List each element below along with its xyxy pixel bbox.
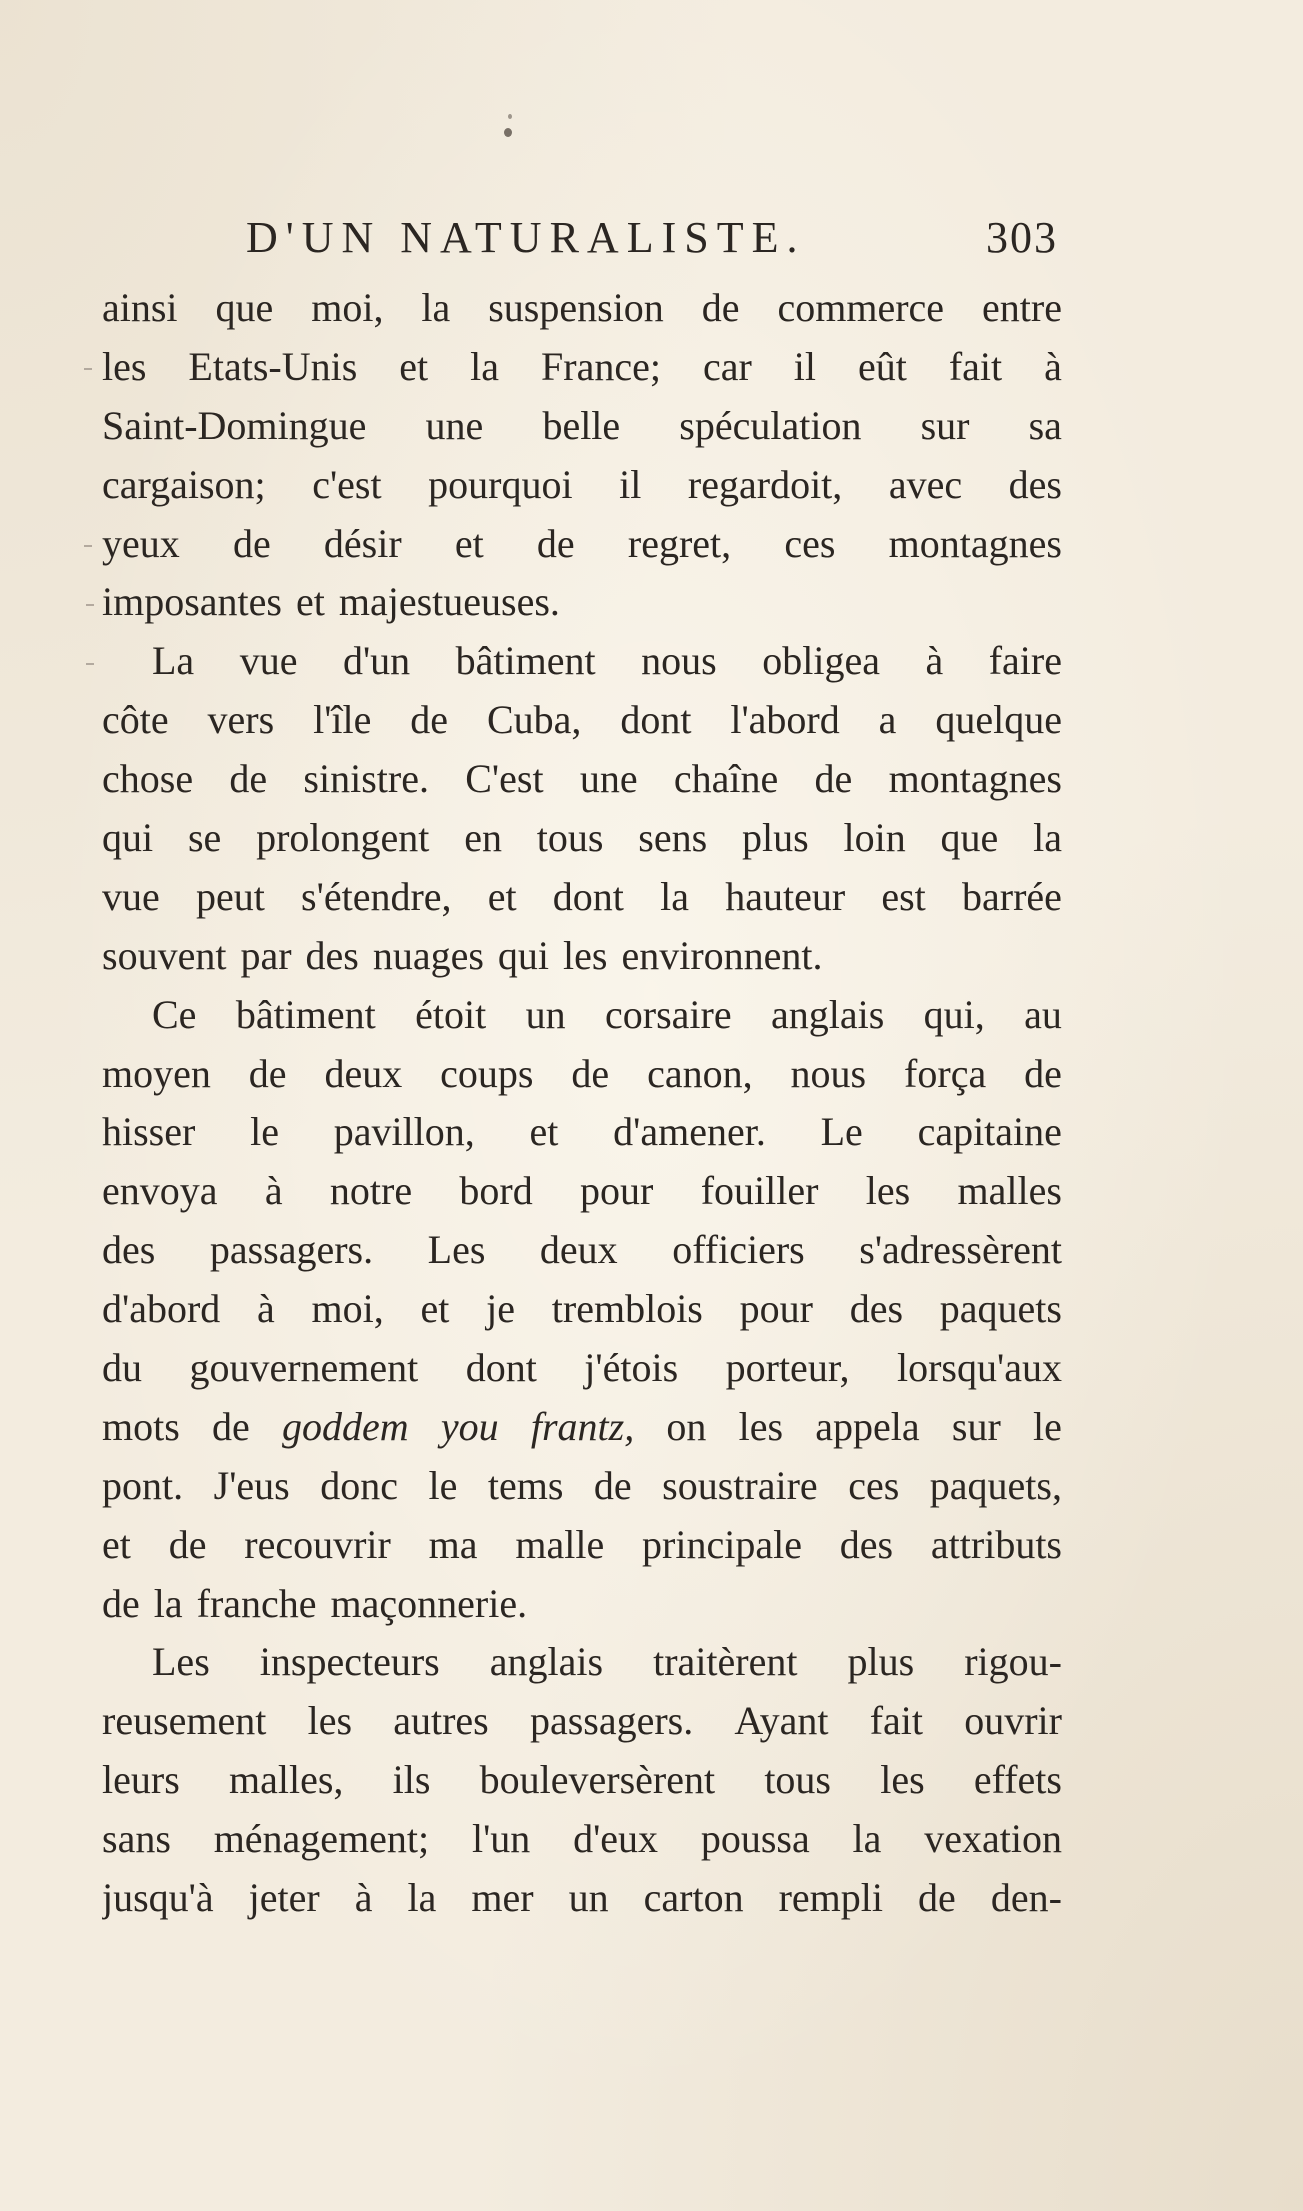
word: la <box>153 1580 183 1626</box>
word: sinistre. <box>303 756 429 802</box>
word: ils <box>392 1757 431 1803</box>
word: vue <box>102 873 160 919</box>
word: paquets <box>939 1286 1062 1332</box>
word: tems <box>487 1462 564 1508</box>
word: traitèrent <box>653 1639 798 1685</box>
word: qui <box>497 932 550 978</box>
word: recouvrir <box>244 1521 391 1567</box>
word: est <box>881 873 926 919</box>
word: je <box>486 1286 516 1332</box>
word: d'abord <box>102 1286 221 1332</box>
word: spéculation <box>679 402 862 448</box>
ink-speck <box>508 114 512 119</box>
word: chaîne <box>673 756 779 802</box>
word: reusement <box>102 1698 267 1744</box>
word: du <box>102 1345 142 1391</box>
word: porteur, <box>725 1345 850 1391</box>
word: peut <box>195 873 265 919</box>
text-line <box>102 691 1062 750</box>
text-line <box>102 1162 1062 1221</box>
word: la <box>1033 815 1062 861</box>
word: autres <box>393 1698 489 1744</box>
word: de <box>571 1050 610 1096</box>
text-line <box>102 1633 1062 1692</box>
word: lorsqu'aux <box>896 1345 1062 1391</box>
word: Le <box>820 1109 863 1155</box>
italic-word: frantz, <box>530 1403 635 1449</box>
word: environnent. <box>621 932 823 978</box>
word: il <box>793 343 816 389</box>
word: que <box>215 285 274 330</box>
word: un <box>525 991 566 1037</box>
word: Les <box>427 1227 486 1273</box>
word: l'île <box>313 697 372 743</box>
word: sens <box>638 815 708 861</box>
word: plus <box>741 815 809 861</box>
word: des <box>839 1521 894 1567</box>
word: d'amener. <box>613 1109 766 1155</box>
word: capitaine <box>917 1109 1062 1155</box>
word: fait <box>869 1698 924 1744</box>
word: anglais <box>770 991 885 1037</box>
word: passagers. <box>209 1227 374 1273</box>
word: France; <box>541 343 661 389</box>
word: vue <box>239 638 298 684</box>
word: à <box>1044 343 1062 389</box>
word: inspecteurs <box>259 1639 440 1685</box>
word: la <box>852 1816 882 1862</box>
word: étoit <box>415 991 487 1037</box>
word: sur <box>951 1403 1001 1449</box>
word: de <box>1024 1050 1062 1096</box>
italic-word: you <box>440 1403 499 1449</box>
word: car <box>702 343 752 389</box>
word: les <box>865 1168 911 1214</box>
text-line <box>102 1751 1062 1810</box>
word: et <box>454 520 484 566</box>
word: paquets, <box>929 1462 1062 1508</box>
word: ouvrir <box>964 1698 1062 1744</box>
word: d'un <box>342 638 411 684</box>
word: et <box>295 579 325 625</box>
word: fait <box>948 343 1003 389</box>
word: barrée <box>962 873 1062 919</box>
word: avec <box>888 461 963 507</box>
text-line <box>102 1221 1062 1280</box>
word: s'adressèrent <box>859 1227 1062 1273</box>
word: carton <box>643 1875 744 1921</box>
word: passagers. <box>529 1698 694 1744</box>
word: que <box>940 815 999 861</box>
word: à <box>925 638 944 684</box>
word: corsaire <box>605 991 732 1037</box>
text-line <box>102 927 1062 986</box>
word: de <box>232 520 271 566</box>
word: moi, <box>311 285 384 330</box>
word: pont. <box>102 1462 184 1508</box>
word: bouleversèrent <box>479 1757 716 1803</box>
word: le <box>1033 1403 1062 1449</box>
text-line <box>102 1457 1062 1516</box>
word: de <box>229 756 268 802</box>
text-line <box>102 1103 1062 1162</box>
margin-mark <box>84 368 92 370</box>
word: La <box>152 638 195 684</box>
word: à <box>264 1168 283 1214</box>
word: yeux <box>102 520 180 566</box>
word: c'est <box>312 461 382 507</box>
word: J'eus <box>213 1462 290 1508</box>
word: pour <box>739 1286 813 1332</box>
text-line <box>102 1810 1062 1869</box>
word: prolongent <box>256 815 430 861</box>
word: fouiller <box>700 1168 819 1214</box>
word: chose <box>102 756 194 802</box>
word: de <box>918 1875 956 1921</box>
word: d'eux <box>573 1816 659 1862</box>
margin-mark <box>86 604 94 606</box>
word: à <box>257 1286 275 1332</box>
word: anglais <box>489 1639 604 1685</box>
word: rempli <box>778 1875 884 1921</box>
word: on <box>666 1403 707 1449</box>
word: poussa <box>700 1816 810 1862</box>
word: officiers <box>672 1227 805 1273</box>
word: tous <box>764 1757 831 1803</box>
word: jeter <box>248 1875 320 1921</box>
word: au <box>1024 991 1062 1037</box>
text-line <box>102 515 1062 574</box>
word: força <box>904 1050 987 1096</box>
word: obligea <box>762 638 880 684</box>
word: de <box>701 285 740 330</box>
text-line <box>102 1339 1062 1398</box>
word: suspension <box>488 285 664 330</box>
word: donc <box>320 1462 398 1508</box>
ink-dot <box>504 128 512 137</box>
word: ainsi <box>102 285 178 330</box>
word: j'étois <box>584 1345 679 1391</box>
word: envoya <box>102 1168 218 1214</box>
word: tous <box>536 815 604 861</box>
word: des <box>102 1227 156 1273</box>
word: cargaison; <box>102 461 266 507</box>
word: tremblois <box>551 1286 703 1332</box>
word: nuages <box>372 932 484 978</box>
word: qui, <box>923 991 985 1037</box>
italic-word: goddem <box>282 1403 409 1449</box>
running-head <box>246 208 1058 268</box>
body-text <box>102 279 1062 1928</box>
text-line <box>102 1575 1062 1634</box>
word: a <box>878 697 897 743</box>
word: un <box>568 1875 609 1921</box>
text-line <box>102 397 1062 456</box>
word: mots <box>102 1403 180 1449</box>
word: sa <box>1028 402 1062 448</box>
word: ces <box>848 1462 900 1508</box>
text-line <box>102 868 1062 927</box>
word: montagnes <box>888 520 1062 566</box>
word: faire <box>988 638 1062 684</box>
word: Cuba, <box>486 697 582 743</box>
word: malles <box>957 1168 1062 1214</box>
word: ma <box>428 1521 478 1567</box>
text-line <box>102 1692 1062 1751</box>
word: dont <box>465 1345 537 1391</box>
word: le <box>428 1462 458 1508</box>
word: dont <box>620 697 692 743</box>
word: et <box>529 1109 559 1155</box>
word: nous <box>790 1050 867 1096</box>
word: côte <box>102 697 169 743</box>
word: de <box>410 697 449 743</box>
word: leurs <box>102 1757 180 1803</box>
word: regardoit, <box>687 461 843 507</box>
text-line <box>102 456 1062 515</box>
word: hisser <box>102 1109 196 1155</box>
word: les <box>880 1757 925 1803</box>
word: vexation <box>924 1816 1062 1862</box>
word: de <box>102 1580 140 1626</box>
word: qui <box>102 815 154 861</box>
word: une <box>425 402 484 448</box>
word: pavillon, <box>333 1109 475 1155</box>
text-line <box>102 338 1062 397</box>
word: notre <box>329 1168 413 1214</box>
word: plus <box>847 1639 915 1685</box>
word: malles, <box>228 1757 344 1803</box>
word: et <box>399 343 429 389</box>
word: entre <box>982 285 1062 330</box>
word: den- <box>990 1875 1062 1921</box>
word: malle <box>515 1521 605 1567</box>
word: de <box>168 1521 207 1567</box>
word: imposantes <box>102 579 282 625</box>
word: désir <box>323 520 402 566</box>
word: nous <box>641 638 717 684</box>
text-line <box>102 750 1062 809</box>
word: bâtiment <box>455 638 596 684</box>
word: la <box>470 343 500 389</box>
word: dont <box>552 873 624 919</box>
word: rigou- <box>964 1639 1062 1685</box>
word: deux <box>324 1050 403 1096</box>
word: hauteur <box>725 873 846 919</box>
word: eût <box>857 343 907 389</box>
word: canon, <box>647 1050 753 1096</box>
text-line <box>102 1280 1062 1339</box>
word: principale <box>642 1521 802 1567</box>
word: quelque <box>935 697 1062 743</box>
text-line <box>102 632 1062 691</box>
word: franche <box>196 1580 317 1626</box>
word: de <box>593 1462 632 1508</box>
word: de <box>248 1050 287 1096</box>
word: les <box>102 343 147 389</box>
word: effets <box>973 1757 1062 1803</box>
text-line <box>102 1045 1062 1104</box>
text-line <box>102 986 1062 1045</box>
word: les <box>307 1698 353 1744</box>
word: bâtiment <box>235 991 376 1037</box>
word: majestueuses. <box>338 579 560 625</box>
word: des <box>305 932 359 978</box>
word: se <box>187 815 222 861</box>
word: coups <box>440 1050 534 1096</box>
word: en <box>464 815 502 861</box>
word: l'un <box>471 1816 531 1862</box>
word: moi, <box>311 1286 384 1332</box>
word: de <box>814 756 853 802</box>
margin-mark <box>84 545 92 547</box>
word: bord <box>459 1168 533 1214</box>
word: sans <box>102 1816 171 1862</box>
word: deux <box>539 1227 618 1273</box>
word: soustraire <box>662 1462 818 1508</box>
word: Etats-Unis <box>188 343 358 389</box>
word: les <box>738 1403 784 1449</box>
word: pourquoi <box>428 461 573 507</box>
word: et <box>487 873 517 919</box>
word: vers <box>207 697 275 743</box>
word: Les <box>152 1639 210 1685</box>
word: de <box>536 520 575 566</box>
word: appela <box>815 1403 920 1449</box>
word: à <box>354 1875 373 1921</box>
word: la <box>407 1875 437 1921</box>
text-line <box>102 1398 1062 1457</box>
word: Ce <box>152 991 197 1037</box>
word: et <box>420 1286 450 1332</box>
word: s'étendre, <box>301 873 452 919</box>
word: loin <box>843 815 906 861</box>
word: le <box>250 1109 279 1155</box>
page-number: 303 <box>986 213 1058 262</box>
text-line <box>102 573 1062 632</box>
word: maçonnerie. <box>330 1580 528 1626</box>
word: commerce <box>777 285 945 330</box>
text-line <box>102 1869 1062 1928</box>
word: des <box>1008 461 1062 507</box>
text-line <box>102 279 1062 338</box>
word: attributs <box>930 1521 1062 1567</box>
text-line <box>102 809 1062 868</box>
word: une <box>579 756 638 802</box>
word: il <box>619 461 642 507</box>
word: les <box>563 932 608 978</box>
word: la <box>660 873 689 919</box>
word: de <box>212 1403 250 1449</box>
word: l'abord <box>730 697 840 743</box>
running-title: D'UN NATURALISTE. <box>246 213 806 262</box>
margin-mark <box>86 663 94 665</box>
word: Ayant <box>734 1698 829 1744</box>
word: des <box>849 1286 904 1332</box>
word: mer <box>471 1875 534 1921</box>
word: souvent <box>102 932 227 978</box>
word: belle <box>542 402 621 448</box>
word: ces <box>784 520 836 566</box>
word: la <box>421 285 451 330</box>
text-line <box>102 1516 1062 1575</box>
word: moyen <box>102 1050 211 1096</box>
word: C'est <box>465 756 544 802</box>
word: montagnes <box>888 756 1062 802</box>
word: regret, <box>627 520 732 566</box>
word: jusqu'à <box>102 1875 214 1921</box>
word: pour <box>580 1168 654 1214</box>
word: sur <box>920 402 970 448</box>
word: par <box>240 932 292 978</box>
word: gouvernement <box>189 1345 419 1391</box>
word: Saint-Domingue <box>102 402 367 448</box>
word: et <box>102 1521 131 1567</box>
word: ménagement; <box>213 1816 430 1862</box>
